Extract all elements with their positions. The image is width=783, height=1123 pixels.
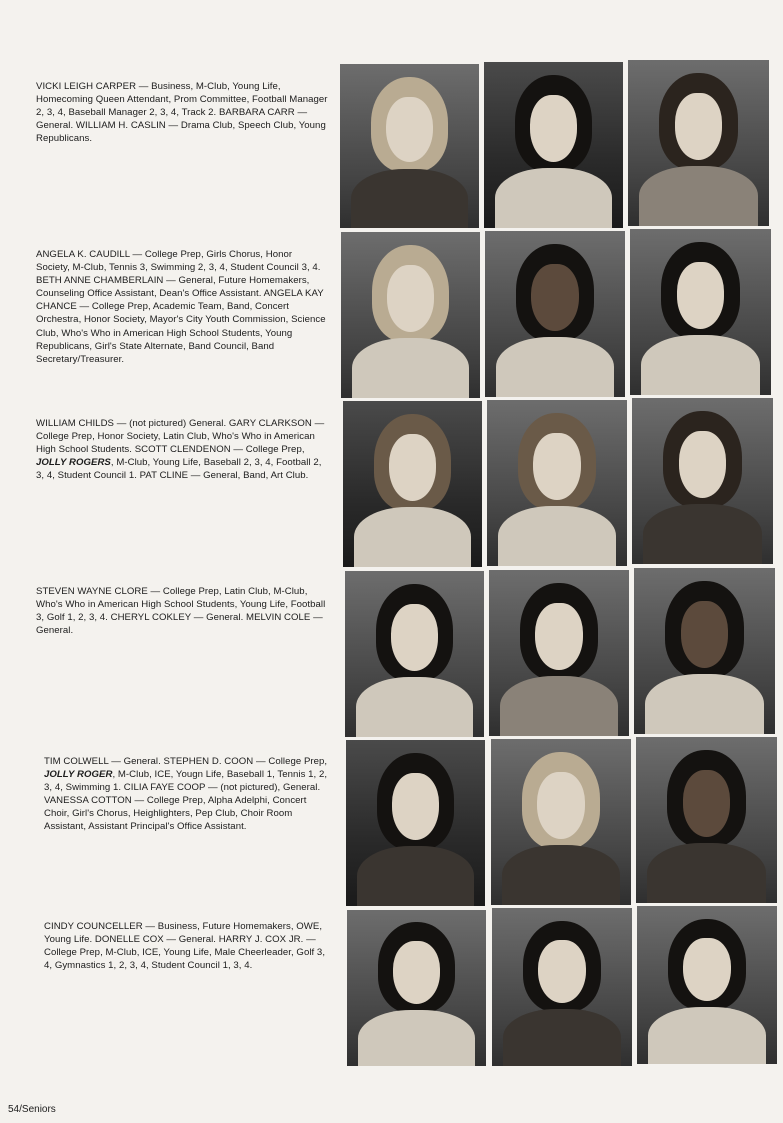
senior-portrait [341,232,480,398]
senior-portrait [492,908,632,1066]
senior-portrait [630,229,771,395]
senior-portrait [628,60,769,226]
senior-portrait [340,64,479,228]
senior-caption-6: CINDY COUNCELLER — Business, Future Homemakers, OWE, Young Life. DONELLE COX — General. HARRY J. COX JR. — College Prep, M-Club, ICE, Young Life, Male Cheerleader, Golf 3, 4, Gymnastics 1, 2, 3, 4, Student Council 1, 3, 4. [44,921,326,972]
senior-portrait [634,568,775,734]
senior-portrait [632,398,773,564]
senior-caption-3 [36,417,328,482]
senior-portrait [346,740,485,906]
senior-portrait [345,571,484,737]
caption-italic-text: JOLLY ROGER [44,769,113,781]
senior-portrait [347,910,486,1066]
caption-text: TIM COLWELL — General. STEPHEN D. COON — College Prep, [44,756,328,767]
caption-text: , M-Club, ICE, Yougn Life, Baseball 1, Tennis 1, 2, 3, 4, Swimming 1. CILIA FAYE COOP — (not pictured), General. VANESSA COTTON — College Prep, Alpha Adelphi, Concert Choir, Girl's Chorus, Heighlighters, Pep Club, Choir Room Assistant, Assistant Principal's Office Assistant. [44,769,328,833]
senior-caption-4: STEVEN WAYNE CLORE — College Prep, Latin Club, M-Club, Who's Who in American High School Students, Young Life, Football 3, Golf 1, 2, 3, 4. CHERYL COKLEY — General. MELVIN COLE — General. [36,586,326,637]
senior-caption-5 [44,755,334,834]
senior-portrait [636,737,777,903]
senior-portrait [485,231,625,397]
senior-portrait [637,906,777,1064]
page-footer: 54/Seniors [8,1104,56,1115]
senior-portrait [487,400,627,566]
senior-caption-1: VICKI LEIGH CARPER — Business, M-Club, Young Life, Homecoming Queen Attendant, Prom Committee, Football Manager 2, 3, 4, Baseball Manager 2, 3, 4, Track 2. BARBARA CARR — General. WILLIAM H. CASLIN — Drama Club, Speech Club, Young Republicans. [36,81,328,145]
senior-portrait [343,401,482,567]
caption-text: , M-Club, Young Life, Baseball 2, 3, 4, Football 2, 3, 4, Student Council 1. PAT CLINE — General, Band, Art Club. [36,457,322,482]
senior-caption-2: ANGELA K. CAUDILL — College Prep, Girls Chorus, Honor Society, M-Club, Tennis 3, Swimming 2, 3, 4, Student Council 3, 4. BETH ANNE CHAMBERLAIN — General, Future Homemakers, Counseling Office Assistant, Dean's Office Assistant. ANGELA KAY CHANCE — College Prep, Academic Team, Band, Concert Orchestra, Honor Society, Mayor's City Youth Commission, Science Club, Who's Who in American High School Students, Young Republicans, Girl's State Alternate, Band Council, Band Secretary/Treasurer. [36,249,326,365]
caption-italic-text: JOLLY ROGERS [36,457,111,469]
senior-portrait [484,62,623,228]
senior-portrait [489,570,629,736]
caption-text: WILLIAM CHILDS — (not pictured) General. GARY CLARKSON — College Prep, Honor Society, Latin Club, Who's Who in American High School Students. SCOTT CLENDENON — College Prep, [36,418,325,456]
senior-portrait [491,739,631,905]
